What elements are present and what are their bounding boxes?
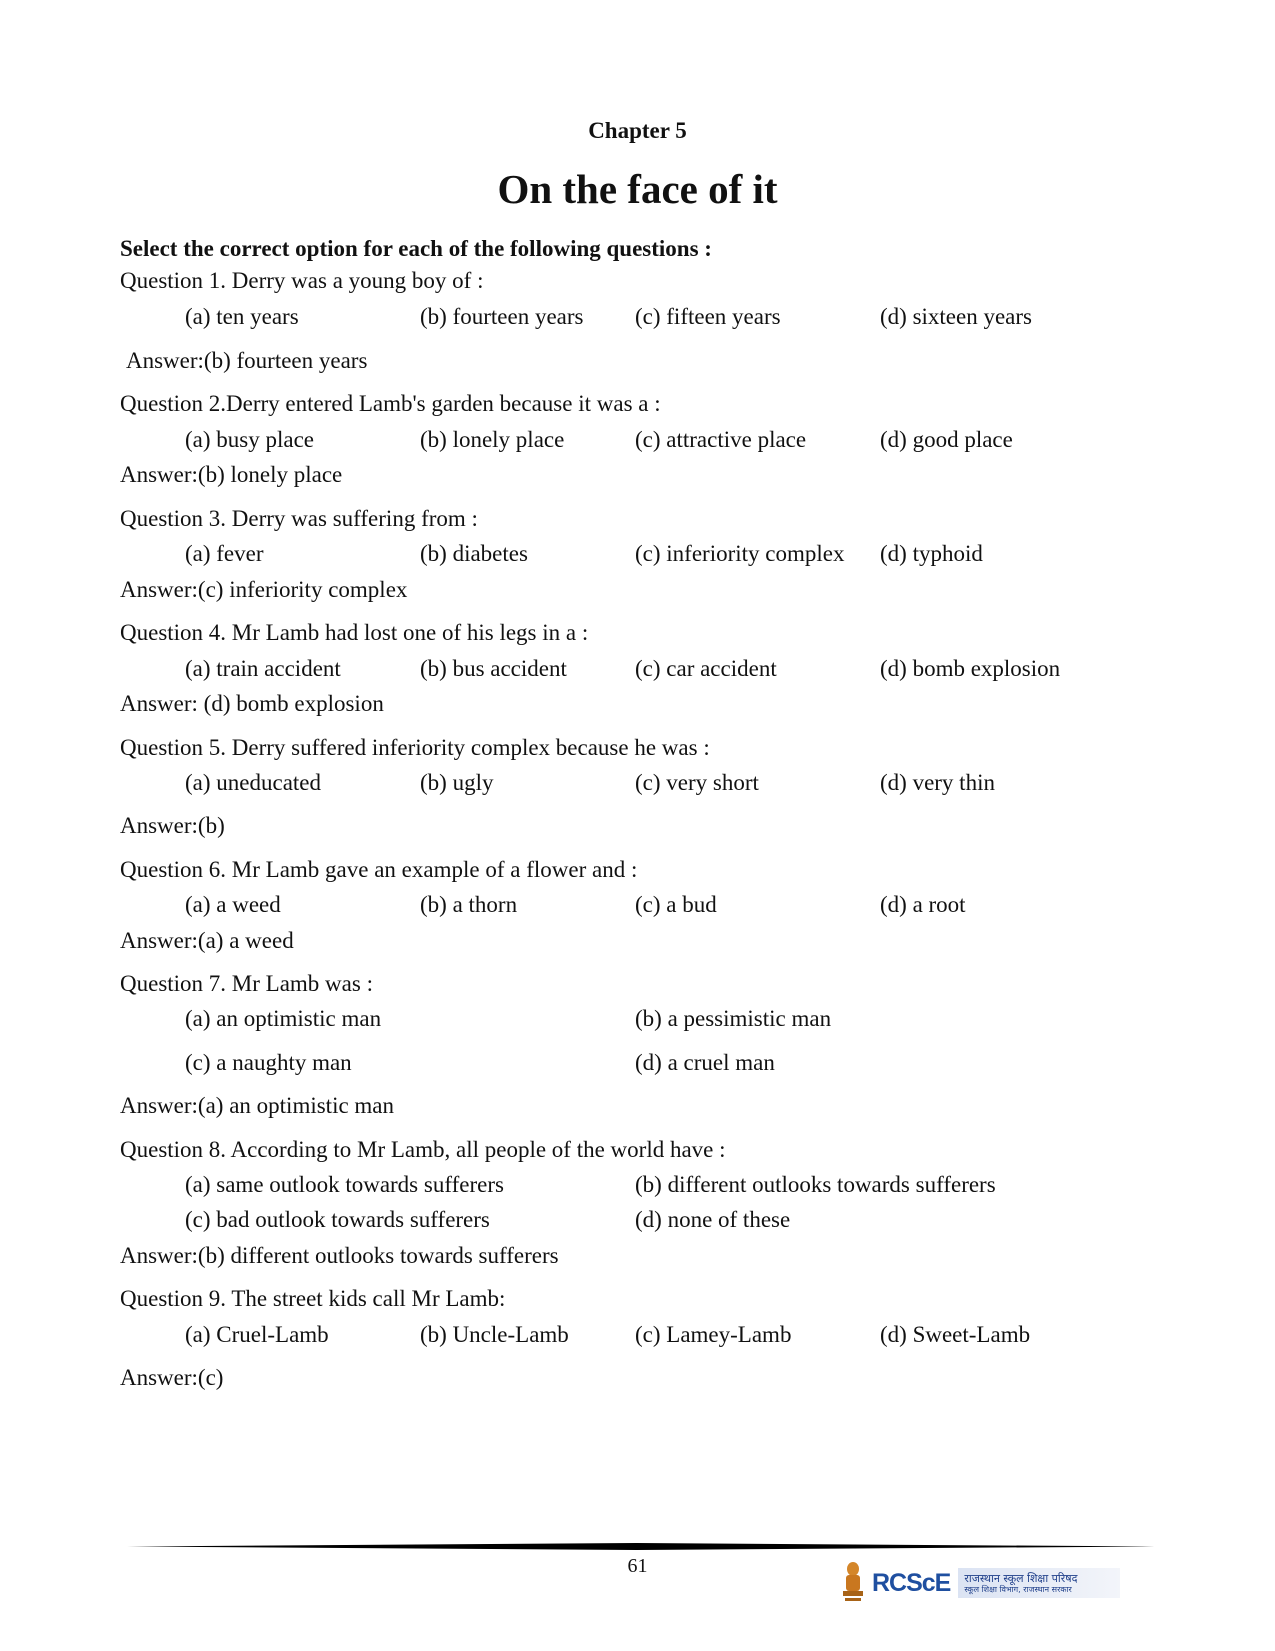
q5-option-a: (a) uneducated (185, 770, 322, 795)
question-2: Question 2.Derry entered Lamb's garden because it was a : (120, 391, 661, 416)
q8-option-a: (a) same outlook towards sufferers (185, 1172, 504, 1197)
q1-option-b: (b) fourteen years (420, 304, 584, 329)
q9-option-a: (a) Cruel-Lamb (185, 1322, 329, 1347)
q1-option-a: (a) ten years (185, 304, 299, 329)
q9-option-d: (d) Sweet-Lamb (880, 1322, 1031, 1347)
question-1: Question 1. Derry was a young boy of : (120, 268, 484, 293)
instruction-heading: Select the correct option for each of the following questions : (120, 236, 712, 261)
logo-hindi-line-2: स्कूल शिक्षा विभाग, राजस्थान सरकार (964, 1584, 1072, 1594)
q7-option-b: (b) a pessimistic man (635, 1006, 832, 1031)
q4-option-d: (d) bomb explosion (880, 656, 1061, 681)
q4-option-b: (b) bus accident (420, 656, 567, 681)
q8-option-c: (c) bad outlook towards sufferers (185, 1207, 490, 1232)
q6-option-b: (b) a thorn (420, 892, 518, 917)
q7-option-c: (c) a naughty man (185, 1050, 352, 1075)
q1-answer: Answer:(b) fourteen years (126, 348, 368, 373)
q7-option-d: (d) a cruel man (635, 1050, 775, 1075)
question-6: Question 6. Mr Lamb gave an example of a flower and : (120, 857, 638, 882)
q9-option-c: (c) Lamey-Lamb (635, 1322, 792, 1347)
logo-hindi-line-1: राजस्थान स्कूल शिक्षा परिषद (964, 1571, 1078, 1585)
chapter-label: Chapter 5 (588, 118, 687, 143)
logo-band (958, 1568, 1120, 1598)
q3-option-b: (b) diabetes (420, 541, 528, 566)
q5-option-d: (d) very thin (880, 770, 995, 795)
emblem-icon (840, 1560, 866, 1606)
q2-answer: Answer:(b) lonely place (120, 462, 343, 487)
question-7: Question 7. Mr Lamb was : (120, 971, 373, 996)
question-8: Question 8. According to Mr Lamb, all people of the world have : (120, 1137, 726, 1162)
rcsce-logo (840, 1560, 1120, 1606)
q1-option-c: (c) fifteen years (635, 304, 781, 329)
logo-text: RCScE (872, 1568, 951, 1597)
q3-option-c: (c) inferiority complex (635, 541, 845, 566)
q6-option-d: (d) a root (880, 892, 966, 917)
q9-option-b: (b) Uncle-Lamb (420, 1322, 569, 1347)
q8-option-d: (d) none of these (635, 1207, 791, 1232)
q2-option-d: (d) good place (880, 427, 1013, 452)
q5-option-b: (b) ugly (420, 770, 494, 795)
q6-option-a: (a) a weed (185, 892, 281, 917)
q5-answer: Answer:(b) (120, 813, 225, 838)
q5-option-c: (c) very short (635, 770, 759, 795)
question-5: Question 5. Derry suffered inferiority complex because he was : (120, 735, 710, 760)
q4-answer: Answer: (d) bomb explosion (120, 691, 384, 716)
q3-option-a: (a) fever (185, 541, 264, 566)
question-4: Question 4. Mr Lamb had lost one of his legs in a : (120, 620, 589, 645)
q7-answer: Answer:(a) an optimistic man (120, 1093, 395, 1118)
q8-answer: Answer:(b) different outlooks towards sufferers (120, 1243, 559, 1268)
q8-option-b: (b) different outlooks towards sufferers (635, 1172, 996, 1197)
q1-option-d: (d) sixteen years (880, 304, 1032, 329)
q9-answer: Answer:(c) (120, 1365, 224, 1390)
q7-option-a: (a) an optimistic man (185, 1006, 382, 1031)
q2-option-c: (c) attractive place (635, 427, 807, 452)
question-9: Question 9. The street kids call Mr Lamb: (120, 1286, 506, 1311)
question-3: Question 3. Derry was suffering from : (120, 506, 478, 531)
q3-answer: Answer:(c) inferiority complex (120, 577, 408, 602)
q6-option-c: (c) a bud (635, 892, 717, 917)
page-number: 61 (627, 1555, 648, 1577)
page-title: On the face of it (497, 166, 778, 212)
q4-option-c: (c) car accident (635, 656, 777, 681)
q2-option-a: (a) busy place (185, 427, 314, 452)
q4-option-a: (a) train accident (185, 656, 341, 681)
q3-option-d: (d) typhoid (880, 541, 983, 566)
q6-answer: Answer:(a) a weed (120, 928, 294, 953)
q2-option-b: (b) lonely place (420, 427, 565, 452)
footer-rule (120, 1543, 1155, 1550)
